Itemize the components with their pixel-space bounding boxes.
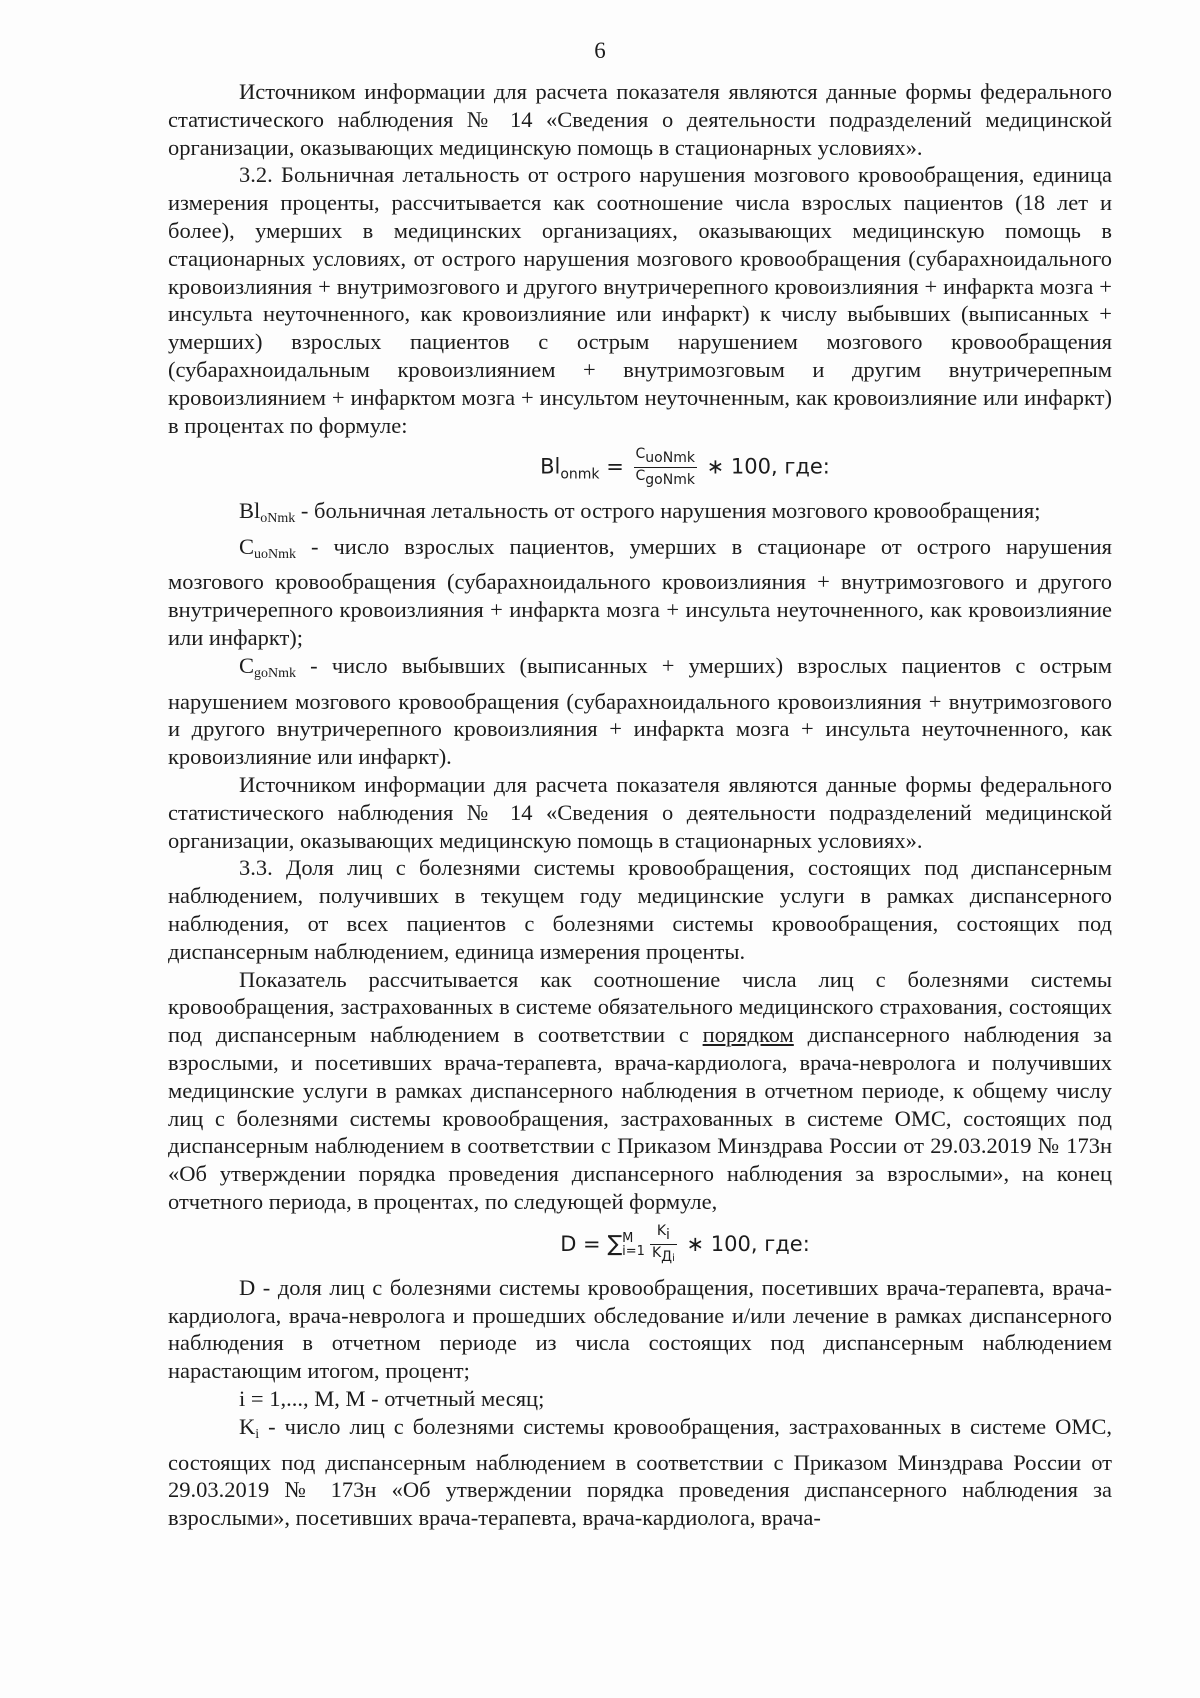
paragraph-3-3: 3.3. Доля лиц с болезнями системы кровообращения, состоящих под диспансерным наблюдением, получивших в текущем году медицинские услуги в рамках диспансерного наблюдения, от всех пациентов с болезнями системы кровообращения, состоящих под диспансерным наблюдением, единица измерения проценты. [168,855,1112,964]
formula2-tail: ∗ 100, где: [679,1231,810,1256]
paragraph-calculation: Показатель рассчитывается как соотношение числа лиц с болезнями системы кровообращения, застрахованных в системе обязательного медицинского страхования, состоящих под диспансерным наблюдением в соответствии с порядком диспансерного наблюдения за взрослыми, и посетивших врача-терапевта, врача-кардиолога, врача-невролога и получивших медицинские услуги в рамках диспансерного наблюдения в отчетном периоде, к общему числу лиц с болезнями системы кровообращения, застрахованных в системе ОМС, состоящих под диспансерным наблюдением в соответствии с Приказом Минздрава России от 29.03.2019 № 173н «Об утверждении порядка проведения диспансерного наблюдения за взрослыми», на конец отчетного периода, в процентах, по следующей формуле, [168,966,1112,1214]
definition-bl: BloNmk - больничная летальность от острого нарушения мозгового кровообращения; [239,497,1041,526]
formula-denominator: CgoNmk [635,468,695,489]
paragraph-info-source-2: Источником информации для расчета показателя являются данные формы федерального статистического наблюдения № 14 «Сведения о деятельности подразделений медицинской организации, оказывающих медицинскую помощь в стационарных условиях». [168,772,1112,853]
formula-lhs: Bl [540,454,561,479]
formula-share [168,1224,1112,1266]
definition-k: Ki - число лиц с болезнями системы кровообращения, застрахованных в системе ОМС, состоящих под диспансерным наблюдением в соответствии с Приказом Минздрава России от 29.03.2019 № 173н «Об утверждении порядка проведения диспансерного наблюдения за взрослыми», посетивших врача-терапевта, врача-кардиолога, врача- [168,1413,1112,1531]
definition-c-discharged: CgoNmk - число выбывших (выписанных + умерших) взрослых пациентов с острым нарушением мозгового кровообращения (субарахноидального кровоизлияния + внутримозгового и другого внутричерепного кровоизлияния + инфаркта мозга + инсульта неуточненного, как кровоизлияние или инфаркт). [168,652,1112,770]
formula-eq: = [599,454,631,479]
sum-symbol: ∑ [607,1231,623,1257]
link-order[interactable]: порядком [702,1022,794,1048]
definition-c-deceased: CuoNmk - число взрослых пациентов, умерших в стационаре от острого нарушения мозгового кровообращения (субарахноидального кровоизлияния + внутримозгового и другого внутричерепного кровоизлияния + инфаркта мозга + инсульта неуточненного, как кровоизлияние или инфаркт); [168,533,1112,651]
formula-tail: ∗ 100, где: [699,454,830,479]
formula-numerator: CuoNmk [634,447,697,468]
formula-fraction [634,447,697,488]
formula-lhs-sub: onmk [560,466,600,483]
sum-limits: M i=1 [622,1230,645,1259]
document-body [168,78,1112,1532]
formula2-fraction [650,1224,677,1266]
formula2-lhs: D = [560,1231,608,1256]
formula2-denominator: KДi [651,1244,675,1265]
definition-i: i = 1,..., M, M - отчетный месяц; [239,1385,545,1411]
page-number: 6 [594,38,606,63]
definition-d: D - доля лиц с болезнями системы кровообращения, посетивших врача-терапевта, врача-кардиолога, врача-невролога и прошедших обследование и/или лечение в рамках диспансерного наблюдения в отчетном периоде из числа состоящих под диспансерным наблюдением нарастающим итогом, процент; [168,1274,1112,1384]
formula-mortality [168,447,1112,489]
paragraph-info-source-1: Источником информации для расчета показателя являются данные формы федерального статистического наблюдения № 14 «Сведения о деятельности подразделений медицинской организации, оказывающих медицинскую помощь в стационарных условиях». [168,79,1112,160]
formula2-numerator: Ki [650,1224,677,1245]
paragraph-3-2: 3.2. Больничная летальность от острого нарушения мозгового кровообращения, единица измерения проценты, рассчитывается как соотношение числа взрослых пациентов (18 лет и более), умерших в медицинских организациях, оказывающих медицинскую помощь в стационарных условиях, от острого нарушения мозгового кровообращения (субарахноидального кровоизлияния + внутримозгового и другого внутричерепного кровоизлияния + инфаркта мозга + инсульта неуточненного, как кровоизлияние или инфаркт) к числу выбывших (выписанных + умерших) взрослых пациентов с острым нарушением мозгового кровообращения (субарахноидальным кровоизлиянием + внутримозговым и другим внутричерепным кровоизлиянием + инфарктом мозга + инсультом неуточненным, как кровоизлияние или инфаркт) в процентах по формуле: [168,162,1112,438]
